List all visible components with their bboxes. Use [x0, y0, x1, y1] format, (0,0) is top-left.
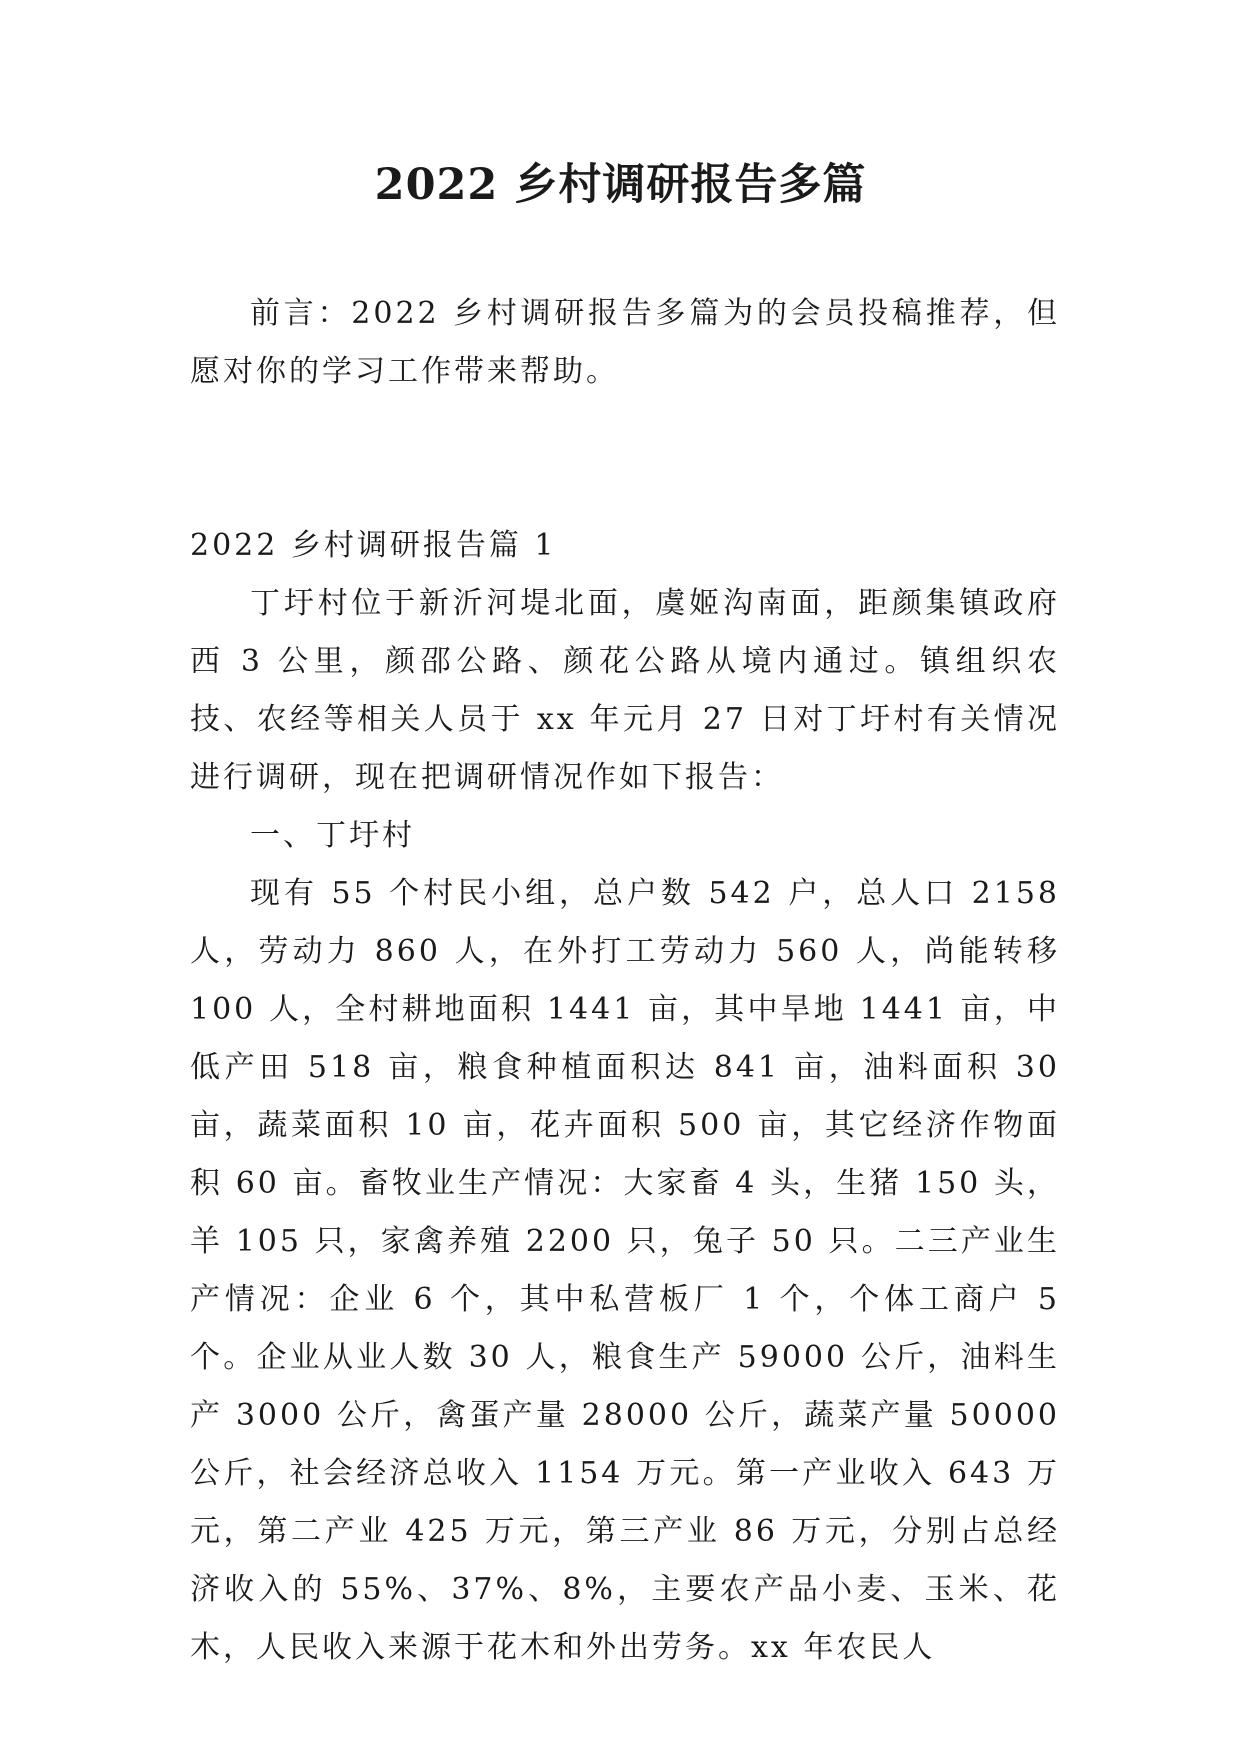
body-paragraph: 丁圩村位于新沂河堤北面，虞姬沟南面，距颜集镇政府西 3 公里，颜邵公路、颜花公路从境内通过。镇组织农技、农经等相关人员于 xx 年元月 27 日对丁圩村有关情况进行调研，现在把调研情况作如下报告：: [190, 586, 1060, 795]
section-spacer: [190, 401, 1060, 517]
document-body: [190, 285, 1060, 1677]
document-title: 2022 乡村调研报告多篇: [374, 160, 867, 210]
preface-paragraph: 前言：2022 乡村调研报告多篇为的会员投稿推荐，但愿对你的学习工作带来帮助。: [190, 296, 1060, 389]
section-heading: 2022 乡村调研报告篇 1: [190, 528, 557, 563]
body-paragraph: 现有 55 个村民小组，总户数 542 户，总人口 2158 人，劳动力 860 人，在外打工劳动力 560 人，尚能转移 100 人，全村耕地面积 1441 亩，其中旱地 1441 亩，中低产田 518 亩，粮食种植面积达 841 亩，油料面积 30 亩，蔬菜面积 10 亩，花卉面积 500 亩，其它经济作物面积 60 亩。畜牧业生产情况：大家畜 4 头，生猪 150 头，羊 105 只，家禽养殖 2200 只，兔子 50 只。二三产业生产情况：企业 6 个，其中私营板厂 1 个，个体工商户 5 个。企业从业人数 30 人，粮食生产 59000 公斤，油料生产 3000 公斤，禽蛋产量 28000 公斤，蔬菜产量 50000 公斤，社会经济总收入 1154 万元。第一产业收入 643 万元，第二产业 425 万元，第三产业 86 万元，分别占总经济收入的 55%、37%、8%，主要农产品小麦、玉米、花木，人民收入来源于花木和外出劳务。xx 年农民人: [190, 876, 1060, 1665]
subsection-heading: 一、丁圩村: [250, 818, 415, 853]
